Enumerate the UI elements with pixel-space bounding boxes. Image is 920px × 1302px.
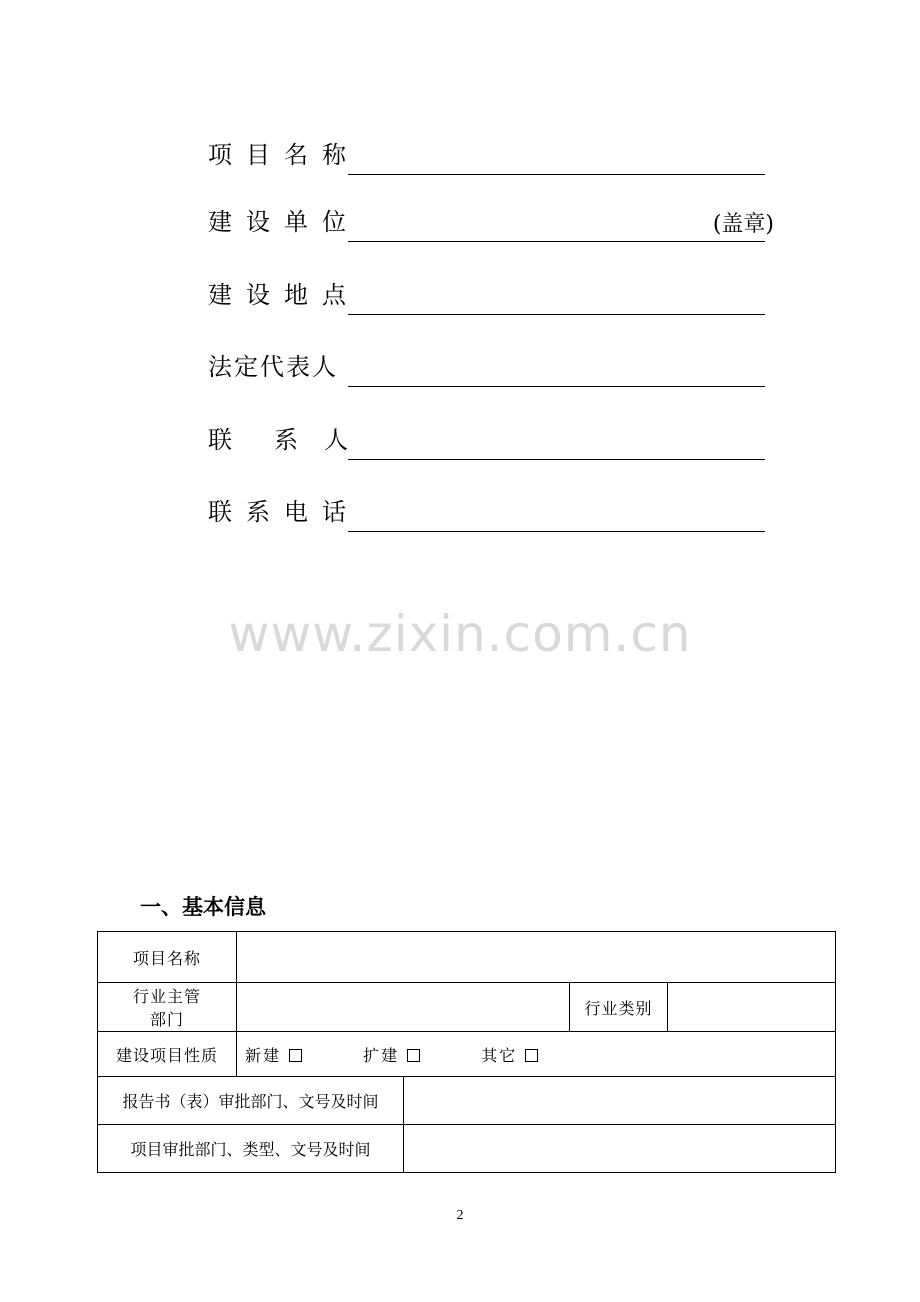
option-label: 新建 — [245, 1045, 282, 1065]
table-row — [98, 983, 836, 1032]
construction-unit-label: 建设单位 — [208, 208, 360, 236]
option-label: 其它 — [481, 1045, 518, 1065]
contact-person-char: 系 — [274, 426, 298, 454]
project-name-label: 项目名称 — [208, 141, 360, 169]
field-construction-site — [208, 275, 768, 315]
project-name-value-cell[interactable] — [237, 932, 836, 983]
contact-phone-input-line[interactable] — [348, 501, 765, 532]
construction-site-input-line[interactable] — [348, 284, 765, 315]
report-approval-cell: 报告书（表）审批部门、文号及时间 — [98, 1077, 404, 1125]
report-approval-value-cell[interactable] — [404, 1077, 836, 1125]
industry-dept-cell — [98, 983, 237, 1032]
checkbox[interactable] — [525, 1049, 538, 1062]
legal-rep-label: 法定代表人 — [208, 353, 338, 381]
project-nature-options — [237, 1032, 836, 1077]
checkbox[interactable] — [289, 1049, 302, 1062]
industry-category-value-cell[interactable] — [668, 983, 836, 1032]
option-label: 扩建 — [363, 1045, 400, 1065]
table-row — [98, 1032, 836, 1077]
legal-rep-input-line[interactable] — [348, 356, 765, 387]
project-name-cell: 项目名称 — [98, 932, 237, 983]
contact-person-label — [208, 426, 348, 454]
project-nature-cell: 建设项目性质 — [98, 1032, 237, 1077]
construction-site-label: 建设地点 — [208, 281, 360, 309]
seal-note: (盖章) — [712, 212, 774, 237]
industry-dept-value-cell[interactable] — [237, 983, 570, 1032]
checkbox[interactable] — [407, 1049, 420, 1062]
section-title: 一、基本信息 — [140, 895, 266, 919]
field-project-name — [208, 135, 768, 175]
field-contact-person — [208, 420, 768, 460]
contact-person-char: 人 — [324, 426, 348, 454]
basic-info-table — [97, 931, 836, 1173]
page-number: 2 — [456, 1208, 464, 1223]
watermark: www.zixin.com.cn — [228, 605, 692, 663]
construction-unit-input-line[interactable] — [348, 211, 765, 242]
contact-person-char: 联 — [208, 426, 232, 454]
option-new-build[interactable] — [245, 1043, 302, 1066]
project-name-input-line[interactable] — [348, 144, 765, 175]
table-row — [98, 1125, 836, 1173]
contact-phone-label: 联系电话 — [208, 498, 360, 526]
table-row — [98, 932, 836, 983]
project-approval-value-cell[interactable] — [404, 1125, 836, 1173]
project-approval-cell: 项目审批部门、类型、文号及时间 — [98, 1125, 404, 1173]
table-row — [98, 1077, 836, 1125]
field-construction-unit — [208, 202, 774, 242]
option-expansion[interactable] — [363, 1043, 420, 1066]
option-other[interactable] — [481, 1043, 538, 1066]
field-contact-phone — [208, 492, 768, 532]
contact-person-input-line[interactable] — [348, 429, 765, 460]
field-legal-representative — [208, 347, 768, 387]
industry-category-cell: 行业类别 — [570, 983, 668, 1032]
industry-dept-line2: 部门 — [149, 1010, 184, 1029]
industry-dept-line1: 行业主管 — [132, 987, 201, 1006]
